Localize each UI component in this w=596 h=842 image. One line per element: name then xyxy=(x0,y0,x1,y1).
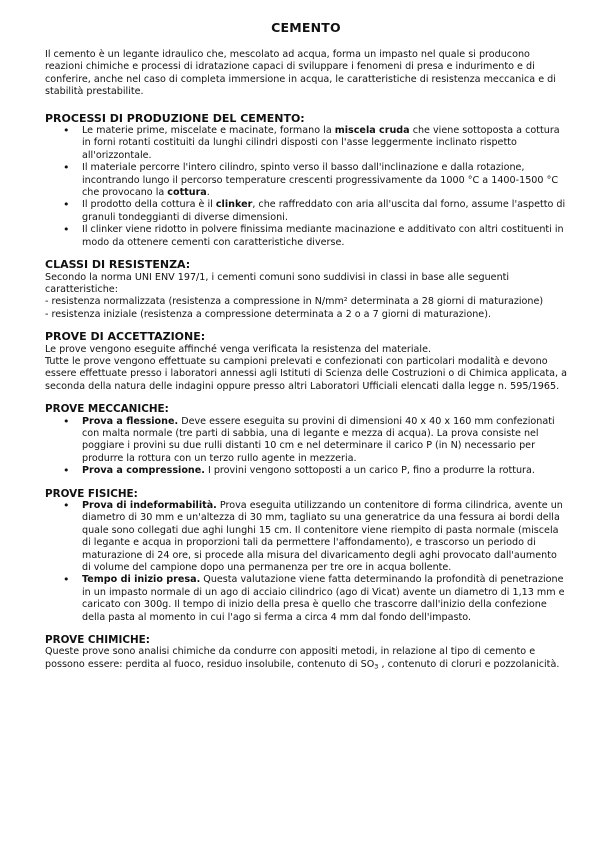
section-heading: CLASSI DI RESISTENZA: xyxy=(45,258,191,272)
paragraph: - resistenza normalizzata (resistenza a compressione in N/mm² determinata a 28 giorni di maturazione) xyxy=(45,296,544,308)
paragraph: - resistenza iniziale (resistenza a compressione determinata a 2 o a 7 giorni di maturazione). xyxy=(45,308,491,320)
list-item: • Il materiale percorre l'intero cilindro, spinto verso il basso dall'inclinazione e dalla rotazione, incontrando lungo il percorso temperature crescenti progressivamente da 1000 °C a 1400-1500 °C che provocano la cottura. xyxy=(82,162,567,199)
bullet-list xyxy=(45,416,567,478)
section-classi xyxy=(45,259,567,321)
list-item: • Prova di indeformabilità. Prova eseguita utilizzando un contenitore di forma cilindrica, avente un diametro di 30 mm e un'altezza di 30 mm, tagliato su una generatrice da una fessura ai bordi della quale sono collegati due aghi lunghi 15 cm. Il contenitore viene riempito di pasta normale (miscela di legante e acqua in proporzioni tali da permettere l'affondamento), e trascorso un periodo di maturazione di 24 ore, si procede alla misura del divaricamento degli aghi provocato dall'aumento di volume del campione dopo una permanenza per tre ore in acqua bollente. xyxy=(82,500,567,574)
section-chimiche xyxy=(45,634,567,671)
section-fisiche xyxy=(45,488,567,624)
list-item: • Il clinker viene ridotto in polvere finissima mediante macinazione e additivato con altri costituenti in modo da ottenere cementi con caratteristiche diverse. xyxy=(82,224,567,249)
section-processi xyxy=(45,113,567,249)
paragraph: Queste prove sono analisi chimiche da condurre con appositi metodi, in relazione al tipo di cemento e possono essere: perdita al fuoco, residuo insolubile, contenuto di $SO_3$ , contenuto di cloruri e pozzolanicità. xyxy=(45,646,560,671)
intro-paragraph: Il cemento è un legante idraulico che, mescolato ad acqua, forma un impasto nel quale si producono reazioni chimiche e processi di idratazione capaci di sviluppare i fenomeni di presa e indurimento e di conferire, anche nel caso di completa immersione in acqua, le caratteristiche di resistenza meccanica e di stabilità prestabilite. xyxy=(45,49,556,98)
paragraph: Le prove vengono eseguite affinché venga verificata la resistenza del materiale. xyxy=(45,343,432,355)
document-page xyxy=(45,20,567,681)
bullet-list xyxy=(45,125,567,249)
list-item: • Le materie prime, miscelate e macinate, formano la miscela cruda che viene sottoposta a cottura in forni rotanti costituiti da lunghi cilindri disposti con l'asse leggermente inclinato rispetto all'orizzontale. xyxy=(82,125,567,162)
paragraph: Tutte le prove vengono effettuate su campioni prelevati e confezionati con particolari modalità e devono essere effettuate presso i laboratori annessi agli Istituti di Scienza delle Costruzioni o di Chimica applicata, a seconda della natura delle indagini oppure presso altri Laboratori Ufficiali elencati dalla legge n. 595/1965. xyxy=(45,355,567,392)
section-meccaniche xyxy=(45,403,567,477)
section-heading: PROVE CHIMICHE: xyxy=(45,634,150,647)
list-item: • Tempo di inizio presa. Questa valutazione viene fatta determinando la profondità di penetrazione in un impasto normale di un ago di acciaio cilindrico (ago di Vicat) avente un diametro di 1,13 mm e caricato con 300g. Il tempo di inizio della presa è quello che trascorre dall'inizio della confezione della pasta al momento in cui l'ago si ferma a circa 4 mm dal fondo dell'impasto. xyxy=(82,574,567,624)
section-heading: PROVE MECCANICHE: xyxy=(45,403,169,416)
bullet-list xyxy=(45,500,567,624)
list-item: • Il prodotto della cottura è il clinker, che raffreddato con aria all'uscita dal forno, assume l'aspetto di granuli tondeggianti di diverse dimensioni. xyxy=(82,199,567,224)
section-heading: PROVE DI ACCETTAZIONE: xyxy=(45,330,206,344)
section-accettazione xyxy=(45,331,567,393)
section-heading: PROCESSI DI PRODUZIONE DEL CEMENTO: xyxy=(45,111,305,125)
list-item: • Prova a flessione. Deve essere eseguita su provini di dimensioni 40 x 40 x 160 mm confezionati con malta normale (tre parti di sabbia, una di legante e mezza di acqua). La prova consiste nel poggiare i provini su due rulli distanti 10 cm e nel determinare il carico P (in N) necessario per produrre la rottura con un terzo rullo agente in mezzeria. xyxy=(82,416,567,466)
paragraph: Secondo la norma UNI ENV 197/1, i cementi comuni sono suddivisi in classi in base alle seguenti caratteristiche: xyxy=(45,271,510,295)
section-heading: PROVE FISICHE: xyxy=(45,487,138,500)
document-title: CEMENTO xyxy=(271,20,341,35)
list-item: • Prova a compressione. I provini vengono sottoposti a un carico P, fino a produrre la rottura. xyxy=(82,465,567,477)
